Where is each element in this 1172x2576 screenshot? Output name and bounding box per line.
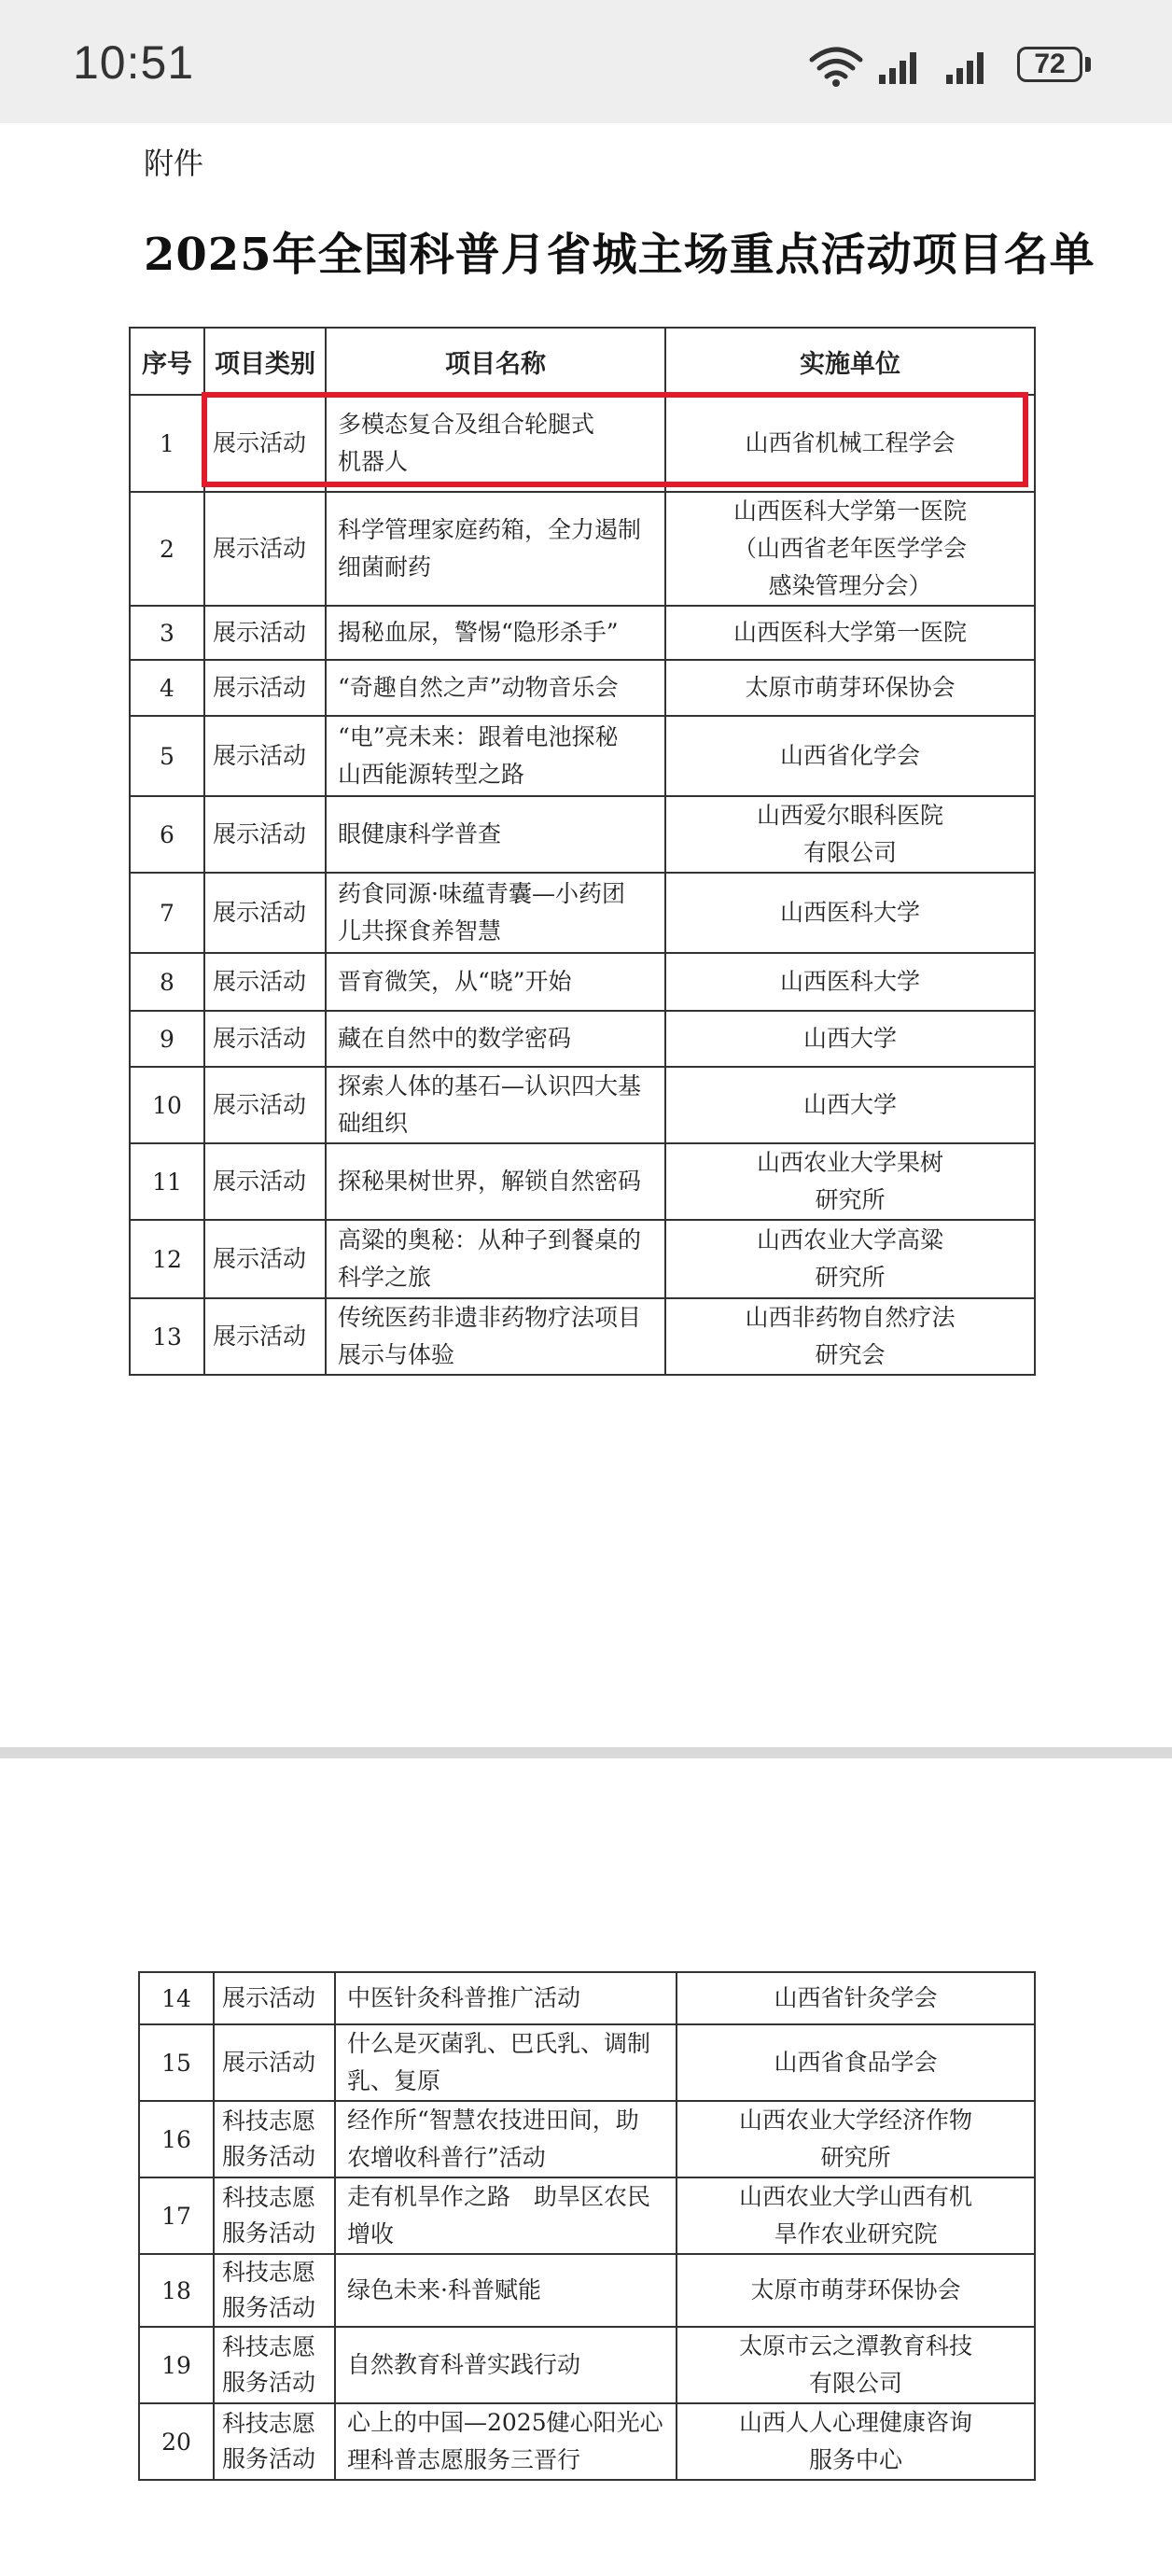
table-row xyxy=(130,796,1035,873)
cell-category-line: 展示活动 xyxy=(213,674,307,701)
cell-category xyxy=(204,1011,326,1067)
document-title: 2025年全国科普月省城主场重点活动项目名单 xyxy=(144,229,1095,281)
cell-unit-line: 山西农业大学高粱 xyxy=(756,1226,943,1253)
cell-name-line: 山西能源转型之路 xyxy=(338,761,525,788)
cell-no: 13 xyxy=(130,1298,204,1375)
cell-category-line: 服务活动 xyxy=(222,2369,316,2396)
cell-name-line: 农增收科普行”活动 xyxy=(347,2144,546,2171)
cell-category-line: 展示活动 xyxy=(213,535,307,562)
cell-name xyxy=(335,2177,677,2254)
cell-name xyxy=(335,2254,677,2327)
cell-unit-line: 山西爱尔眼科医院 xyxy=(756,802,943,829)
cell-unit-line: 有限公司 xyxy=(808,2370,902,2397)
cell-name xyxy=(335,2327,677,2403)
cell-unit-line: 山西医科大学第一医院 xyxy=(732,497,967,525)
cell-unit-line: 山西农业大学山西有机 xyxy=(738,2183,972,2210)
cell-unit-line: 山西非药物自然疗法 xyxy=(745,1304,956,1331)
cell-name-line: 中医针灸科普推广活动 xyxy=(347,1984,581,2011)
cell-category xyxy=(214,1972,335,2024)
cell-unit xyxy=(665,1067,1035,1143)
cell-category-line: 展示活动 xyxy=(213,1323,307,1350)
cell-category xyxy=(204,1067,326,1143)
cell-name-line: 展示与体验 xyxy=(338,1341,455,1368)
project-table-page-1 xyxy=(129,327,1036,1376)
battery-level: 72 xyxy=(1017,47,1082,82)
cell-name-line: 机器人 xyxy=(338,448,409,475)
table-row xyxy=(139,2177,1035,2254)
cell-name xyxy=(326,1011,665,1067)
cell-category xyxy=(204,395,326,492)
cell-unit-line: 研究会 xyxy=(815,1341,886,1368)
cell-unit-line: 研究所 xyxy=(815,1186,886,1213)
cell-unit-line: 感染管理分会） xyxy=(768,572,932,599)
table-header-row xyxy=(130,328,1035,395)
cell-name-line: 传统医药非遗非药物疗法项目 xyxy=(338,1304,642,1331)
cell-category xyxy=(204,1220,326,1298)
cell-unit-line: 山西人人心理健康咨询 xyxy=(738,2409,972,2436)
cell-name-line: 探秘果树世界，解锁自然密码 xyxy=(338,1168,642,1195)
cell-name-line: 探索人体的基石—认识四大基 xyxy=(338,1072,642,1099)
table-row xyxy=(130,716,1035,796)
table-row xyxy=(130,1298,1035,1375)
cell-unit-line: 研究所 xyxy=(820,2144,891,2171)
cell-unit xyxy=(665,1011,1035,1067)
cell-no: 9 xyxy=(130,1011,204,1067)
cell-name xyxy=(335,1972,677,2024)
cell-category xyxy=(204,873,326,953)
cell-category xyxy=(204,606,326,660)
cell-unit-line: 山西省针灸学会 xyxy=(774,1984,938,2011)
cell-unit xyxy=(677,2254,1035,2327)
table-row xyxy=(139,2403,1035,2480)
cell-unit xyxy=(677,1972,1035,2024)
cell-no: 2 xyxy=(130,492,204,606)
cell-unit-line: 山西省化学会 xyxy=(779,742,920,769)
cell-name-line: 高粱的奥秘：从种子到餐桌的 xyxy=(338,1226,642,1253)
cell-unit-line: （山西省老年医学学会 xyxy=(732,535,967,562)
cell-unit-line: 山西大学 xyxy=(802,1091,897,1118)
cell-name-line: 儿共探食养智慧 xyxy=(338,917,502,945)
cell-unit-line: 太原市云之潭教育科技 xyxy=(738,2332,972,2359)
cell-no: 17 xyxy=(139,2177,214,2254)
cell-category xyxy=(204,660,326,716)
cell-category-line: 科技志愿 xyxy=(222,2259,316,2286)
wifi-icon xyxy=(808,45,864,88)
table-row xyxy=(139,2327,1035,2403)
cell-name-line: 什么是灭菌乳、巴氏乳、调制 xyxy=(347,2030,651,2057)
cell-category-line: 服务活动 xyxy=(222,2294,316,2321)
cell-name xyxy=(326,1298,665,1375)
table-row xyxy=(139,2024,1035,2101)
cell-name-line: 眼健康科学普查 xyxy=(338,820,502,847)
cell-category-line: 服务活动 xyxy=(222,2445,316,2472)
cell-category-line: 展示活动 xyxy=(213,1091,307,1118)
table-row xyxy=(130,395,1035,492)
cell-unit xyxy=(665,395,1035,492)
cell-unit-line: 山西省食品学会 xyxy=(774,2049,938,2076)
project-table-page-2 xyxy=(138,1971,1036,2481)
cell-name-line: 绿色未来·科普赋能 xyxy=(347,2276,541,2303)
cell-no: 8 xyxy=(130,953,204,1011)
cell-name-line: 多模态复合及组合轮腿式 xyxy=(338,411,595,438)
cell-name-line: 药食同源·味蕴青囊—小药团 xyxy=(338,880,625,907)
cell-no: 15 xyxy=(139,2024,214,2101)
cell-unit-line: 山西医科大学 xyxy=(779,899,920,926)
cell-name xyxy=(335,2403,677,2480)
cell-name-line: “奇趣自然之声”动物音乐会 xyxy=(338,674,619,701)
cell-name xyxy=(326,492,665,606)
cell-category xyxy=(214,2403,335,2480)
cell-name-line: 乳、复原 xyxy=(347,2067,441,2094)
cell-category xyxy=(204,953,326,1011)
cell-unit-line: 山西农业大学经济作物 xyxy=(738,2107,972,2134)
cell-category-line: 科技志愿 xyxy=(222,2333,316,2360)
cell-category xyxy=(214,2254,335,2327)
table-row xyxy=(130,1143,1035,1220)
cell-unit xyxy=(665,606,1035,660)
cell-unit-line: 山西医科大学 xyxy=(779,968,920,995)
table-row xyxy=(130,1067,1035,1143)
cell-unit xyxy=(665,1220,1035,1298)
cell-category-line: 科技志愿 xyxy=(222,2410,316,2437)
cell-name-line: 揭秘血尿，警惕“隐形杀手” xyxy=(338,619,619,646)
cell-unit xyxy=(677,2024,1035,2101)
cell-name-line: 增收 xyxy=(347,2220,395,2247)
cell-no: 3 xyxy=(130,606,204,660)
cell-unit-line: 山西省机械工程学会 xyxy=(745,429,956,456)
cell-unit xyxy=(665,873,1035,953)
cell-category-line: 服务活动 xyxy=(222,2143,316,2170)
cell-category-line: 展示活动 xyxy=(213,1025,307,1052)
cell-no: 20 xyxy=(139,2403,214,2480)
cell-no: 4 xyxy=(130,660,204,716)
header-category: 项目类别 xyxy=(204,328,326,395)
table-row xyxy=(130,1011,1035,1067)
signal-icon xyxy=(877,47,926,86)
cell-name-line: 晋育微笑，从“晓”开始 xyxy=(338,968,572,995)
signal-icon xyxy=(944,47,993,86)
cell-category-line: 科技志愿 xyxy=(222,2107,316,2135)
cell-name xyxy=(326,1067,665,1143)
cell-category-line: 展示活动 xyxy=(213,968,307,995)
cell-no: 19 xyxy=(139,2327,214,2403)
cell-unit xyxy=(677,2327,1035,2403)
cell-no: 10 xyxy=(130,1067,204,1143)
header-unit: 实施单位 xyxy=(665,328,1035,395)
cell-category xyxy=(204,796,326,873)
cell-category-line: 展示活动 xyxy=(213,429,307,456)
cell-name-line: 自然教育科普实践行动 xyxy=(347,2351,581,2378)
cell-category-line: 服务活动 xyxy=(222,2219,316,2247)
table-row xyxy=(139,2254,1035,2327)
cell-category xyxy=(214,2177,335,2254)
cell-name xyxy=(335,2101,677,2177)
cell-name-line: 经作所“智慧农技进田间，助 xyxy=(347,2107,639,2134)
cell-unit xyxy=(665,1143,1035,1220)
cell-category-line: 展示活动 xyxy=(222,2049,316,2076)
table-row xyxy=(130,660,1035,716)
cell-unit-line: 服务中心 xyxy=(808,2446,902,2473)
cell-category-line: 展示活动 xyxy=(213,1245,307,1272)
cell-no: 12 xyxy=(130,1220,204,1298)
cell-category-line: 展示活动 xyxy=(213,742,307,769)
status-bar xyxy=(0,0,1172,123)
cell-name-line: “电”亮未来：跟着电池探秘 xyxy=(338,723,619,750)
table-row xyxy=(130,606,1035,660)
cell-no: 11 xyxy=(130,1143,204,1220)
cell-name-line: 藏在自然中的数学密码 xyxy=(338,1025,572,1052)
cell-category xyxy=(214,2327,335,2403)
cell-unit-line: 旱作农业研究院 xyxy=(774,2220,938,2247)
cell-name xyxy=(326,796,665,873)
cell-name xyxy=(326,873,665,953)
cell-unit xyxy=(665,796,1035,873)
cell-no: 5 xyxy=(130,716,204,796)
cell-unit xyxy=(665,953,1035,1011)
header-name: 项目名称 xyxy=(326,328,665,395)
cell-name xyxy=(326,716,665,796)
cell-unit-line: 太原市萌芽环保协会 xyxy=(750,2276,961,2303)
header-no: 序号 xyxy=(130,328,204,395)
cell-category-line: 展示活动 xyxy=(213,1168,307,1195)
cell-name-line: 心上的中国—2025健心阳光心 xyxy=(347,2409,663,2436)
cell-name-line: 细菌耐药 xyxy=(338,553,432,581)
cell-unit-line: 太原市萌芽环保协会 xyxy=(745,674,956,701)
cell-category xyxy=(214,2101,335,2177)
table-row xyxy=(130,492,1035,606)
table-row xyxy=(139,1972,1035,2024)
cell-category xyxy=(204,1143,326,1220)
cell-category xyxy=(214,2024,335,2101)
cell-unit xyxy=(665,660,1035,716)
cell-name xyxy=(326,660,665,716)
cell-name-line: 走有机旱作之路 助旱区农民 xyxy=(347,2183,651,2210)
status-time: 10:51 xyxy=(73,36,195,89)
cell-category-line: 展示活动 xyxy=(213,619,307,646)
cell-unit xyxy=(665,1298,1035,1375)
cell-no: 16 xyxy=(139,2101,214,2177)
cell-category xyxy=(204,716,326,796)
cell-name-line: 科学管理家庭药箱，全力遏制 xyxy=(338,516,642,543)
cell-unit-line: 山西大学 xyxy=(802,1025,897,1052)
cell-unit xyxy=(677,2177,1035,2254)
table-row xyxy=(130,873,1035,953)
cell-no: 7 xyxy=(130,873,204,953)
cell-category xyxy=(204,492,326,606)
cell-unit-line: 有限公司 xyxy=(802,839,897,866)
cell-unit-line: 山西农业大学果树 xyxy=(756,1149,943,1176)
cell-unit xyxy=(677,2101,1035,2177)
cell-unit-line: 研究所 xyxy=(815,1264,886,1291)
cell-no: 6 xyxy=(130,796,204,873)
cell-unit xyxy=(665,492,1035,606)
cell-name xyxy=(326,1220,665,1298)
cell-no: 18 xyxy=(139,2254,214,2327)
cell-category-line: 展示活动 xyxy=(213,899,307,926)
table-row xyxy=(130,953,1035,1011)
cell-name xyxy=(326,1143,665,1220)
cell-unit xyxy=(677,2403,1035,2480)
cell-name-line: 础组织 xyxy=(338,1110,409,1137)
cell-name xyxy=(326,606,665,660)
cell-name-line: 理科普志愿服务三晋行 xyxy=(347,2446,581,2473)
attachment-label: 附件 xyxy=(144,146,204,181)
cell-no: 14 xyxy=(139,1972,214,2024)
cell-name xyxy=(335,2024,677,2101)
cell-category-line: 展示活动 xyxy=(222,1984,316,2011)
cell-category-line: 科技志愿 xyxy=(222,2184,316,2211)
page-divider xyxy=(0,1747,1172,1758)
cell-unit xyxy=(665,716,1035,796)
cell-no: 1 xyxy=(130,395,204,492)
cell-name xyxy=(326,953,665,1011)
cell-category-line: 展示活动 xyxy=(213,820,307,847)
cell-category xyxy=(204,1298,326,1375)
cell-unit-line: 山西医科大学第一医院 xyxy=(732,619,967,646)
battery-icon xyxy=(1017,47,1094,86)
table-row xyxy=(130,1220,1035,1298)
cell-name-line: 科学之旅 xyxy=(338,1264,432,1291)
cell-name xyxy=(326,395,665,492)
table-row xyxy=(139,2101,1035,2177)
